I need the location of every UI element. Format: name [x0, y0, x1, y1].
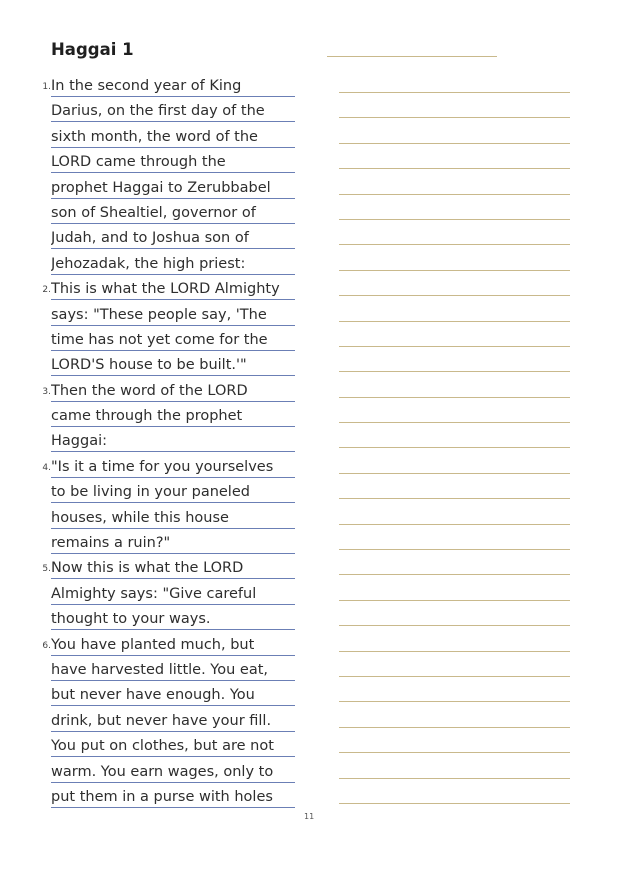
- verse-line-text: Jehozadak, the high priest:: [51, 254, 295, 275]
- practice-writing-line[interactable]: [339, 295, 570, 296]
- practice-writing-line[interactable]: [339, 752, 570, 753]
- practice-row: [339, 455, 570, 480]
- practice-row: [339, 607, 570, 632]
- verse-line-text: prophet Haggai to Zerubbabel: [51, 178, 295, 199]
- practice-row: [339, 760, 570, 785]
- verse-line-text: thought to your ways.: [51, 609, 295, 630]
- verse-line-text: houses, while this house: [51, 508, 295, 529]
- practice-row: [339, 99, 570, 124]
- verse-line-text: put them in a purse with holes: [51, 787, 295, 808]
- verse-line-text: You put on clothes, but are not: [51, 736, 295, 757]
- verse-line: [40, 150, 300, 175]
- practice-writing-line[interactable]: [339, 676, 570, 677]
- verse-line: [40, 277, 300, 302]
- practice-writing-line[interactable]: [339, 143, 570, 144]
- practice-writing-line[interactable]: [339, 473, 570, 474]
- verse-line: [40, 658, 300, 683]
- verse-line: [40, 785, 300, 810]
- practice-row: [339, 429, 570, 454]
- verse-line: [40, 74, 300, 99]
- verse-line-text: Now this is what the LORD: [51, 558, 295, 579]
- practice-row: [339, 125, 570, 150]
- verse-line-text: Almighty says: "Give careful: [51, 584, 295, 605]
- practice-row: [339, 277, 570, 302]
- practice-row: [339, 379, 570, 404]
- practice-writing-line[interactable]: [339, 92, 570, 93]
- verse-line: [40, 480, 300, 505]
- verse-line-text: time has not yet come for the: [51, 330, 295, 351]
- verse-number: 2.: [42, 285, 51, 296]
- verse-line: [40, 252, 300, 277]
- practice-row: [339, 785, 570, 810]
- verse-line: [40, 633, 300, 658]
- verse-line-text: Haggai:: [51, 431, 295, 452]
- practice-writing-line[interactable]: [339, 447, 570, 448]
- practice-row: [339, 633, 570, 658]
- verse-line-text: Judah, and to Joshua son of: [51, 228, 295, 249]
- verse-line-text: Then the word of the LORD: [51, 381, 295, 402]
- verse-line-text: drink, but never have your fill.: [51, 711, 295, 732]
- page-number: 11: [304, 812, 315, 821]
- verse-line: [40, 683, 300, 708]
- practice-writing-line[interactable]: [339, 371, 570, 372]
- practice-row: [339, 582, 570, 607]
- practice-row: [339, 176, 570, 201]
- verse-line-text: LORD came through the: [51, 152, 295, 173]
- practice-row: [339, 480, 570, 505]
- verse-line: [40, 404, 300, 429]
- practice-column: [339, 74, 570, 810]
- verse-line: [40, 201, 300, 226]
- practice-writing-line[interactable]: [339, 244, 570, 245]
- practice-row: [339, 734, 570, 759]
- practice-writing-line[interactable]: [339, 803, 570, 804]
- verse-line-text: says: "These people say, 'The: [51, 305, 295, 326]
- practice-row: [339, 709, 570, 734]
- verse-number: 4.: [42, 462, 51, 473]
- practice-writing-line[interactable]: [339, 778, 570, 779]
- verse-line: [40, 379, 300, 404]
- verse-line-text: remains a ruin?": [51, 533, 295, 554]
- practice-writing-line[interactable]: [339, 219, 570, 220]
- verse-line-text: have harvested little. You eat,: [51, 660, 295, 681]
- practice-row: [339, 150, 570, 175]
- practice-row: [339, 658, 570, 683]
- verse-line-text: Darius, on the first day of the: [51, 101, 295, 122]
- practice-row: [339, 353, 570, 378]
- verse-line: [40, 226, 300, 251]
- verse-line: [40, 607, 300, 632]
- verse-line: [40, 734, 300, 759]
- verse-line: [40, 125, 300, 150]
- practice-writing-line[interactable]: [339, 422, 570, 423]
- practice-row: [339, 303, 570, 328]
- practice-writing-line[interactable]: [339, 270, 570, 271]
- verse-line-text: warm. You earn wages, only to: [51, 762, 295, 783]
- practice-row: [339, 252, 570, 277]
- verse-line-text: sixth month, the word of the: [51, 127, 295, 148]
- practice-writing-line[interactable]: [339, 524, 570, 525]
- page-title: Haggai 1: [51, 40, 134, 59]
- practice-row: [339, 683, 570, 708]
- verse-line: [40, 353, 300, 378]
- verse-line: [40, 582, 300, 607]
- verse-number: 1.: [42, 82, 51, 92]
- practice-row: [339, 506, 570, 531]
- verse-number: 6.: [42, 640, 51, 651]
- practice-row: [339, 404, 570, 429]
- verse-line: [40, 303, 300, 328]
- verse-line-text: You have planted much, but: [51, 635, 295, 656]
- verse-line-text: LORD'S house to be built.'": [51, 355, 295, 376]
- verse-line: [40, 531, 300, 556]
- verse-line: [40, 760, 300, 785]
- verse-line-text: son of Shealtiel, governor of: [51, 203, 295, 224]
- practice-writing-line[interactable]: [339, 701, 570, 702]
- verse-text-column: [40, 74, 300, 810]
- verse-line-text: came through the prophet: [51, 406, 295, 427]
- practice-writing-line[interactable]: [339, 549, 570, 550]
- verse-line: [40, 556, 300, 581]
- practice-writing-line[interactable]: [339, 651, 570, 652]
- verse-line-text: to be living in your paneled: [51, 482, 295, 503]
- practice-writing-line[interactable]: [339, 397, 570, 398]
- verse-line: [40, 455, 300, 480]
- practice-writing-line[interactable]: [339, 168, 570, 169]
- practice-row: [339, 328, 570, 353]
- verse-line: [40, 506, 300, 531]
- verse-number: 5.: [42, 564, 51, 575]
- practice-row: [339, 74, 570, 99]
- verse-line-text: but never have enough. You: [51, 685, 295, 706]
- practice-row: [339, 201, 570, 226]
- practice-writing-line[interactable]: [339, 194, 570, 195]
- practice-writing-line[interactable]: [339, 600, 570, 601]
- verse-line: [40, 99, 300, 124]
- title-practice-line: [327, 56, 497, 57]
- practice-writing-line[interactable]: [339, 625, 570, 626]
- verse-line: [40, 709, 300, 734]
- verse-line: [40, 328, 300, 353]
- practice-writing-line[interactable]: [339, 346, 570, 347]
- practice-row: [339, 531, 570, 556]
- practice-row: [339, 226, 570, 251]
- practice-writing-line[interactable]: [339, 574, 570, 575]
- verse-line-text: In the second year of King: [51, 76, 295, 97]
- practice-writing-line[interactable]: [339, 321, 570, 322]
- verse-line: [40, 429, 300, 454]
- verse-line-text: "Is it a time for you yourselves: [51, 457, 295, 478]
- practice-writing-line[interactable]: [339, 117, 570, 118]
- verse-number: 3.: [42, 386, 51, 397]
- practice-writing-line[interactable]: [339, 727, 570, 728]
- practice-writing-line[interactable]: [339, 498, 570, 499]
- practice-row: [339, 556, 570, 581]
- verse-line: [40, 176, 300, 201]
- verse-line-text: This is what the LORD Almighty: [51, 279, 295, 300]
